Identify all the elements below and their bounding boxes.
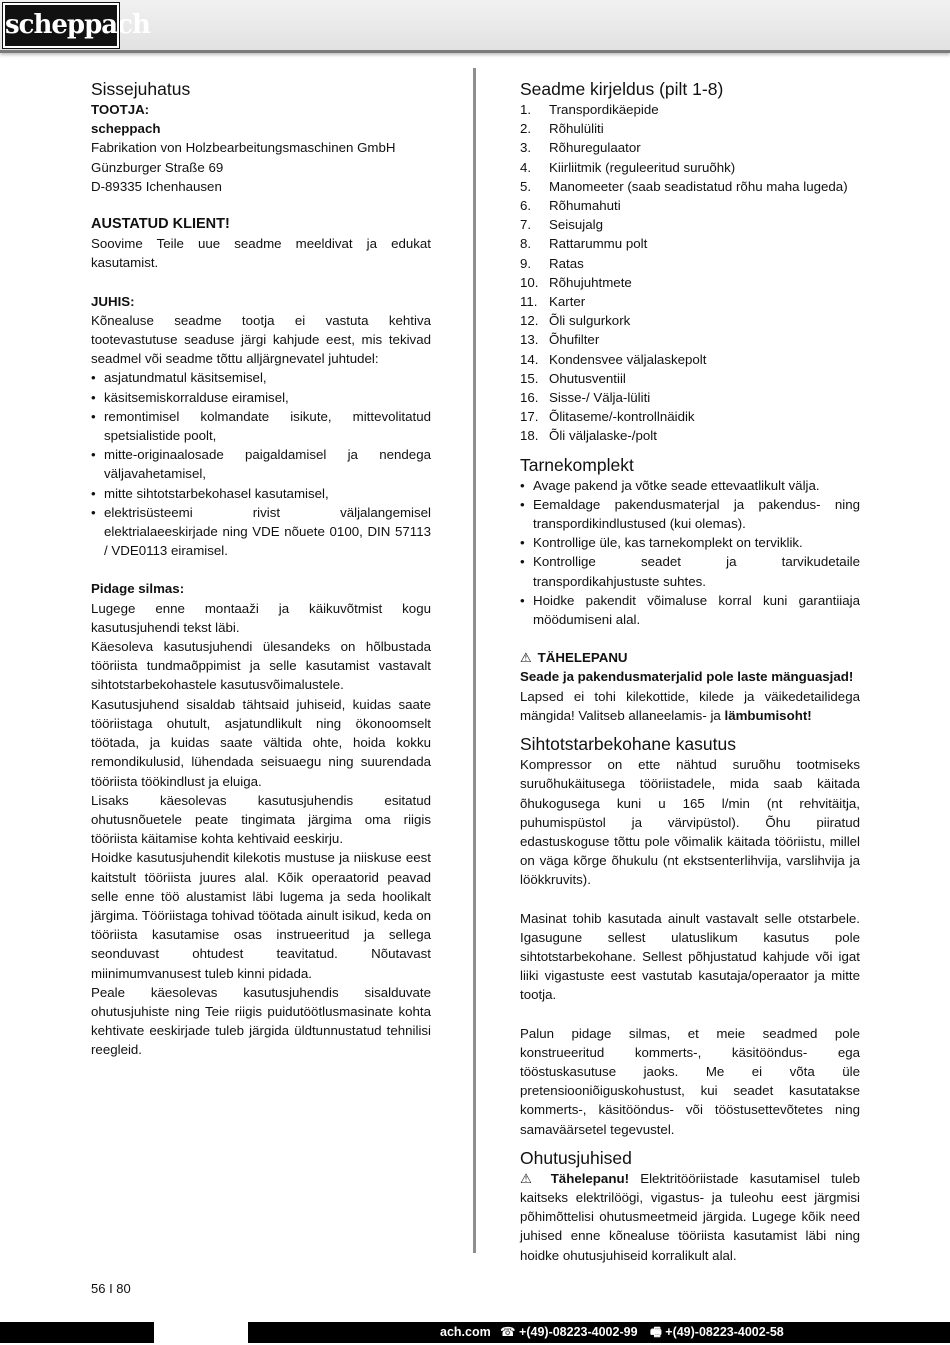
manufacturer-label: TOOTJA:: [91, 102, 150, 117]
attention-paragraph: Peale käesolevas kasutusjuhendis sisalduvate ohutusjuhiste ning Teie riigis puidutöötlusmasinate kohta kehtivate eeskirjade tuleb järgida üldtunnustatud tehnilisi reegleid.: [91, 984, 431, 1058]
list-item: 10. Rõhujuhtmete: [520, 274, 632, 290]
customer-text: Soovime Teile uue seadme meeldivat ja edukat kasutamist.: [91, 236, 431, 271]
list-item: 18. Õli väljalaske-/polt: [520, 428, 657, 444]
list-item: 16. Sisse-/ Välja-lüliti: [520, 390, 651, 406]
attention-label: Pidage silmas:: [91, 581, 185, 597]
list-item: 13. Õhufilter: [520, 332, 600, 348]
list-item: 8. Rattarummu polt: [520, 236, 648, 252]
attention-paragraph: Käesoleva kasutusjuhendi ülesandeks on hõlbustada tööriista tundmaõppimist ja selle kasutamist vastavalt sihtotstarbekohastele kasutusvõimalustele.: [91, 639, 431, 693]
warning-text: Lapsed ei tohi kilekottide, kilede ja väikedetailidega mängida! Valitseb allaneelamis- ja lämbumisoht!: [520, 688, 860, 723]
list-item: • remontimisel kolmandate isikute, mittevolitatud spetsialistide poolt,: [91, 407, 431, 445]
safety-title: Ohutusjuhised: [520, 1147, 632, 1168]
list-item: • Hoidke pakendit võimaluse korral kuni garantiiaja möödumiseni alal.: [520, 591, 860, 629]
address-line: D-89335 Ichenhausen: [91, 178, 222, 194]
warning-heading: [520, 648, 860, 667]
footer-fax: 🖷 +(49)-08223-4002-58: [650, 1325, 784, 1339]
attention-paragraph: Kasutusjuhend sisaldab tähtsaid juhiseid, kuidas saate tööriistaga ohutult, asjatundlikult ning ökonoomselt töötada, ja kuidas saate vältida ohte, hoida kokku remondikulusid, lühendada seisuaegu ning suurendada tööriista töökindlust ja eluiga.: [91, 696, 431, 789]
address-line: Fabrikation von Holzbearbeitungsmaschinen GmbH: [91, 140, 396, 156]
parts-list: [520, 100, 860, 446]
scheppach-logo: scheppach: [3, 3, 119, 48]
intended-use-title: Sihtotstarbekohane kasutus: [520, 734, 736, 755]
safety-text: ⚠ Tähelepanu! Elektritööriistade kasutamisel tuleb kaitseks elektrilöögi, vigastus- ja tuleohu eest järgmisi põhimõttelisi ohutusmeetmeid järgida. Lugege kõik need juhised enne kõnealuse tööriista kasutamist läbi ning hoidke ohutusjuhiseid korralikult alal.: [520, 1170, 861, 1263]
list-item: • mitte-originaalosade paigaldamisel ja nendega väljavahetamisel,: [91, 445, 431, 483]
list-item: • Eemaldage pakendusmaterjal ja pakendus- ning transpordikindlustused (kui olemas).: [520, 495, 860, 533]
list-item: • elektrisüsteemi rivist väljalangemisel elektrialaeeskirjade ning VDE nõuete 0100, DIN 57113 / VDE0113 eiramisel.: [91, 503, 431, 561]
intended-use-paragraph: Kompressor on ette nähtud suruõhu tootmiseks suruõhukäitusega tööriistadele, mida saab käitada õhukogusega kuni u 165 l/min (nt rehvitäitja, puhumispüstol ja värvipüstol). Õhu piiratud edastuskoguse tõttu pole võimalik käitada tööriistu, millel on väga kõrge õhukulu (nt ekstsenterlihvija, varslihvija ja löökkruvits).: [520, 757, 860, 888]
list-item: 3. Rõhuregulaator: [520, 140, 641, 156]
intended-use-paragraph: Masinat tohib kasutada ainult vastavalt selle otstarbele. Igasugune sellest ulatuslikum kasutus pole sihtotstarbekohane. Sellest põhjustatud kahjude või igat liiki vigastuste eest vastutab kasutaja/operaator ja mitte tootja.: [520, 910, 860, 1003]
list-item: 1. Transpordikäepide: [520, 102, 659, 117]
list-item: 4. Kiirliitmik (reguleeritud suruõhk): [520, 159, 736, 175]
customer-heading: AUSTATUD KLIENT!: [91, 216, 230, 233]
address-line: Günzburger Straße 69: [91, 159, 224, 175]
note-label: JUHIS:: [91, 293, 135, 309]
delivery-list: [520, 476, 860, 630]
attention-paragraph: Hoidke kasutusjuhendit kilekotis mustuse ja niiskuse eest kaitstult tööriista juures alal. Kõik operaatorid peavad selle enne töö alustamist läbi lugema ja seda hoolikalt järgima. Tööriistaga tohivad töötada ainult isikud, keda on tööriista kasutamise osas instrueeritud ja sellega seonduvast ohtudest teavitatud. Nõutavast miinimumvanusest tuleb kinni pidada.: [91, 850, 431, 981]
list-item: 15. Ohutusventiil: [520, 370, 626, 386]
list-item: 14. Kondensvee väljalaskepolt: [520, 351, 707, 367]
list-item: 7. Seisujalg: [520, 217, 603, 233]
list-item: 12. Õli sulgurkork: [520, 313, 631, 329]
note-list: [91, 368, 431, 560]
list-item: 5. Manomeeter (saab seadistatud rõhu maha lugeda): [520, 178, 848, 194]
list-item: • asjatundmatul käsitsemisel,: [91, 368, 431, 387]
list-item: • käsitsemiskorralduse eiramisel,: [91, 388, 431, 407]
attention-paragraph: Lugege enne montaaži ja käikuvõtmist kogu kasutusjuhendi tekst läbi.: [91, 600, 431, 635]
footer-phone: ☎ +(49)-08223-4002-99: [500, 1325, 638, 1339]
list-item: 9. Ratas: [520, 255, 584, 271]
left-column: [91, 78, 431, 1060]
footer-bar: [0, 1322, 950, 1345]
list-item: 6. Rõhumahuti: [520, 198, 621, 214]
delivery-title: Tarnekomplekt: [520, 454, 634, 475]
intended-use-paragraph: Palun pidage silmas, et meie seadmed pole konstrueeritud kommerts-, käsitööndus- ega tööstuskasutuse jaoks. Me ei võta üle pretensiooniõiguskohustust, kui seadet kasutatakse kommerts-, käsitööndus- või tööstusettevõtetes ning samaväärsetel tegevustel.: [520, 1025, 860, 1137]
warning-bold-text: Seade ja pakendusmaterjalid pole laste mänguasjad!: [520, 669, 854, 685]
list-item: 2. Rõhulüliti: [520, 121, 604, 137]
right-column: [520, 78, 860, 1265]
manufacturer-name: scheppach: [91, 121, 161, 137]
attention-paragraph: Lisaks käesolevas kasutusjuhendis esitatud ohutusnõuetele peate tingimata järgima oma riigis tööriista käitamise kohta kehtivaid eeskirju.: [91, 792, 431, 847]
list-item: • Kontrollige seadet ja tarvikudetaile transpordikahjustuste suhtes.: [520, 552, 860, 590]
warning-label: TÄHELEPANU: [537, 650, 628, 666]
footer-url: ach.com: [440, 1325, 491, 1339]
page-header: [0, 0, 950, 53]
list-item: • Avage pakend ja võtke seade ettevaatlikult välja.: [520, 476, 860, 495]
description-title: Seadme kirjeldus (pilt 1-8): [520, 79, 724, 99]
note-text: Kõnealuse seadme tootja ei vastuta kehtiva tootevastutuse seaduse järgi kahjude eest, mis tekivad seadmel või seadme tõttu alljärgnevatel juhtudel:: [91, 312, 431, 367]
list-item: 11. Karter: [520, 294, 586, 310]
page-number: 56 I 80: [91, 1281, 131, 1296]
list-item: • Kontrollige üle, kas tarnekomplekt on terviklik.: [520, 533, 860, 552]
intro-title: Sissejuhatus: [91, 79, 191, 99]
list-item: • mitte sihtotstarbekohasel kasutamisel,: [91, 484, 431, 503]
column-divider: [473, 68, 476, 1253]
warning-triangle-icon: ⚠: [520, 650, 532, 666]
warning-triangle-icon: ⚠: [520, 1170, 540, 1186]
list-item: 17. Õlitaseme/-kontrollnäidik: [520, 409, 695, 425]
